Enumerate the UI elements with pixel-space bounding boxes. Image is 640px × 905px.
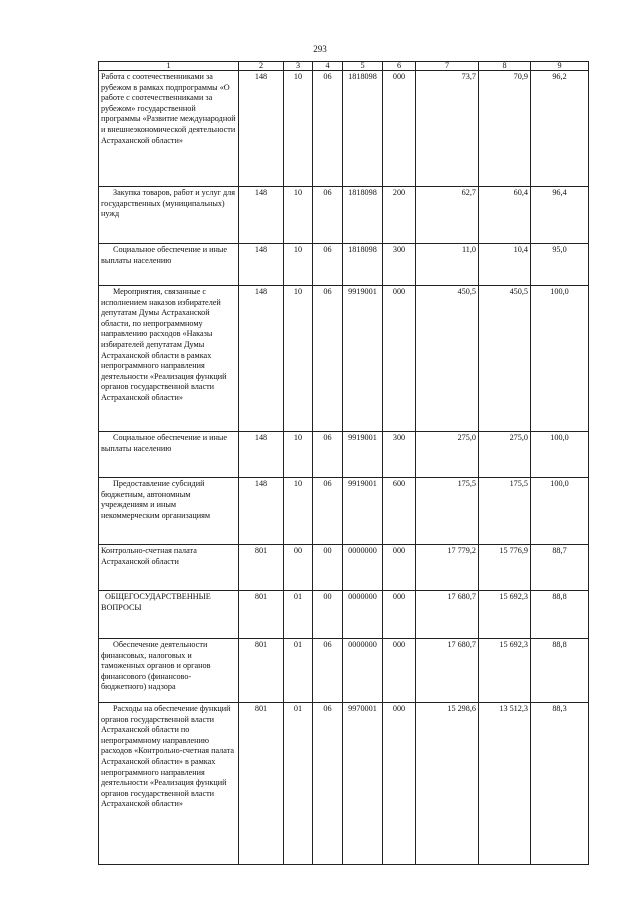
budget-table [98, 61, 589, 865]
table-row [99, 639, 589, 703]
cell-section: 10 [284, 286, 313, 432]
cell-subsection: 00 [313, 591, 343, 639]
cell-chapter: 148 [239, 244, 284, 286]
cell-plan: 450,5 [416, 286, 479, 432]
cell-section: 10 [284, 71, 313, 187]
cell-section: 01 [284, 591, 313, 639]
row-name: ОБЩЕГОСУДАРСТВЕННЫЕ ВОПРОСЫ [99, 591, 239, 639]
row-name: Мероприятия, связанные с исполнением наказов избирателей депутатам Думы Астраханской области, по непрограммному направлению расходов «Наказы избирателей депутатам Думы Астраханской области в рамках непрограммного направления деятельности «Реализация функций органов государственной власти Астраханской области» [99, 286, 239, 432]
cell-chapter: 801 [239, 591, 284, 639]
cell-target: 9970001 [343, 703, 383, 865]
cell-chapter: 148 [239, 478, 284, 545]
cell-target: 1818098 [343, 71, 383, 187]
table-row [99, 244, 589, 286]
cell-subsection: 06 [313, 286, 343, 432]
cell-type: 000 [383, 591, 416, 639]
cell-type: 300 [383, 244, 416, 286]
cell-target: 9919001 [343, 432, 383, 478]
row-name: Расходы на обеспечение функций органов государственной власти Астраханской области по непрограммному направлению расходов «Контрольно-счетная палата Астраханской области» в рамках непрограммного направления деятельности «Реализация функций органов государственной власти Астраханской области» [99, 703, 239, 865]
cell-percent: 88,3 [531, 703, 589, 865]
cell-type: 300 [383, 432, 416, 478]
cell-type: 000 [383, 545, 416, 591]
column-header: 9 [531, 62, 589, 71]
cell-section: 10 [284, 187, 313, 244]
cell-type: 600 [383, 478, 416, 545]
row-name: Работа с соотечественниками за рубежом в рамках подпрограммы «О работе с соотечественниками за рубежом» государственной программы «Развитие международной и внешнеэкономической деятельности Астраханской области» [99, 71, 239, 187]
row-name: Предоставление субсидий бюджетным, автономным учреждениям и иным некоммерческим организациям [99, 478, 239, 545]
cell-percent: 88,7 [531, 545, 589, 591]
cell-target: 0000000 [343, 545, 383, 591]
cell-subsection: 06 [313, 71, 343, 187]
table-row [99, 545, 589, 591]
cell-subsection: 06 [313, 432, 343, 478]
cell-actual: 15 692,3 [479, 591, 531, 639]
row-name: Контрольно-счетная палата Астраханской области [99, 545, 239, 591]
cell-actual: 10,4 [479, 244, 531, 286]
table-row [99, 187, 589, 244]
cell-section: 01 [284, 703, 313, 865]
cell-type: 000 [383, 639, 416, 703]
column-header: 1 [99, 62, 239, 71]
cell-actual: 450,5 [479, 286, 531, 432]
cell-chapter: 148 [239, 71, 284, 187]
column-header: 7 [416, 62, 479, 71]
cell-section: 00 [284, 545, 313, 591]
column-header: 8 [479, 62, 531, 71]
cell-plan: 11,0 [416, 244, 479, 286]
cell-percent: 100,0 [531, 478, 589, 545]
row-name: Социальное обеспечение и иные выплаты населению [99, 244, 239, 286]
cell-subsection: 00 [313, 545, 343, 591]
column-header: 4 [313, 62, 343, 71]
cell-target: 9919001 [343, 478, 383, 545]
cell-subsection: 06 [313, 244, 343, 286]
cell-plan: 17 680,7 [416, 591, 479, 639]
row-name: Обеспечение деятельности финансовых, налоговых и таможенных органов и органов финансового (финансово-бюджетного) надзора [99, 639, 239, 703]
cell-chapter: 801 [239, 545, 284, 591]
cell-chapter: 148 [239, 286, 284, 432]
cell-plan: 62,7 [416, 187, 479, 244]
table-row [99, 71, 589, 187]
cell-actual: 15 776,9 [479, 545, 531, 591]
cell-actual: 15 692,3 [479, 639, 531, 703]
table-row [99, 703, 589, 865]
cell-plan: 175,5 [416, 478, 479, 545]
cell-section: 01 [284, 639, 313, 703]
cell-section: 10 [284, 432, 313, 478]
cell-actual: 70,9 [479, 71, 531, 187]
cell-actual: 60,4 [479, 187, 531, 244]
cell-subsection: 06 [313, 478, 343, 545]
row-name: Закупка товаров, работ и услуг для государственных (муниципальных) нужд [99, 187, 239, 244]
cell-plan: 17 680,7 [416, 639, 479, 703]
column-header: 3 [284, 62, 313, 71]
cell-subsection: 06 [313, 639, 343, 703]
cell-section: 10 [284, 478, 313, 545]
cell-chapter: 801 [239, 639, 284, 703]
cell-type: 000 [383, 286, 416, 432]
cell-plan: 275,0 [416, 432, 479, 478]
cell-chapter: 148 [239, 432, 284, 478]
table-row [99, 591, 589, 639]
cell-actual: 275,0 [479, 432, 531, 478]
cell-percent: 96,2 [531, 71, 589, 187]
cell-section: 10 [284, 244, 313, 286]
cell-subsection: 06 [313, 187, 343, 244]
cell-type: 200 [383, 187, 416, 244]
page-number: 293 [313, 44, 327, 54]
cell-percent: 100,0 [531, 286, 589, 432]
cell-type: 000 [383, 703, 416, 865]
cell-percent: 88,8 [531, 639, 589, 703]
cell-plan: 15 298,6 [416, 703, 479, 865]
cell-actual: 13 512,3 [479, 703, 531, 865]
row-name: Социальное обеспечение и иные выплаты населению [99, 432, 239, 478]
cell-target: 9919001 [343, 286, 383, 432]
table-row [99, 478, 589, 545]
cell-percent: 96,4 [531, 187, 589, 244]
cell-plan: 73,7 [416, 71, 479, 187]
cell-chapter: 148 [239, 187, 284, 244]
cell-type: 000 [383, 71, 416, 187]
cell-plan: 17 779,2 [416, 545, 479, 591]
table-row [99, 286, 589, 432]
cell-target: 1818098 [343, 244, 383, 286]
cell-actual: 175,5 [479, 478, 531, 545]
cell-percent: 95,0 [531, 244, 589, 286]
header-row [99, 62, 589, 71]
cell-subsection: 06 [313, 703, 343, 865]
cell-target: 1818098 [343, 187, 383, 244]
column-header: 2 [239, 62, 284, 71]
column-header: 5 [343, 62, 383, 71]
cell-chapter: 801 [239, 703, 284, 865]
cell-percent: 88,8 [531, 591, 589, 639]
column-header: 6 [383, 62, 416, 71]
cell-target: 0000000 [343, 639, 383, 703]
cell-percent: 100,0 [531, 432, 589, 478]
table-row [99, 432, 589, 478]
cell-target: 0000000 [343, 591, 383, 639]
